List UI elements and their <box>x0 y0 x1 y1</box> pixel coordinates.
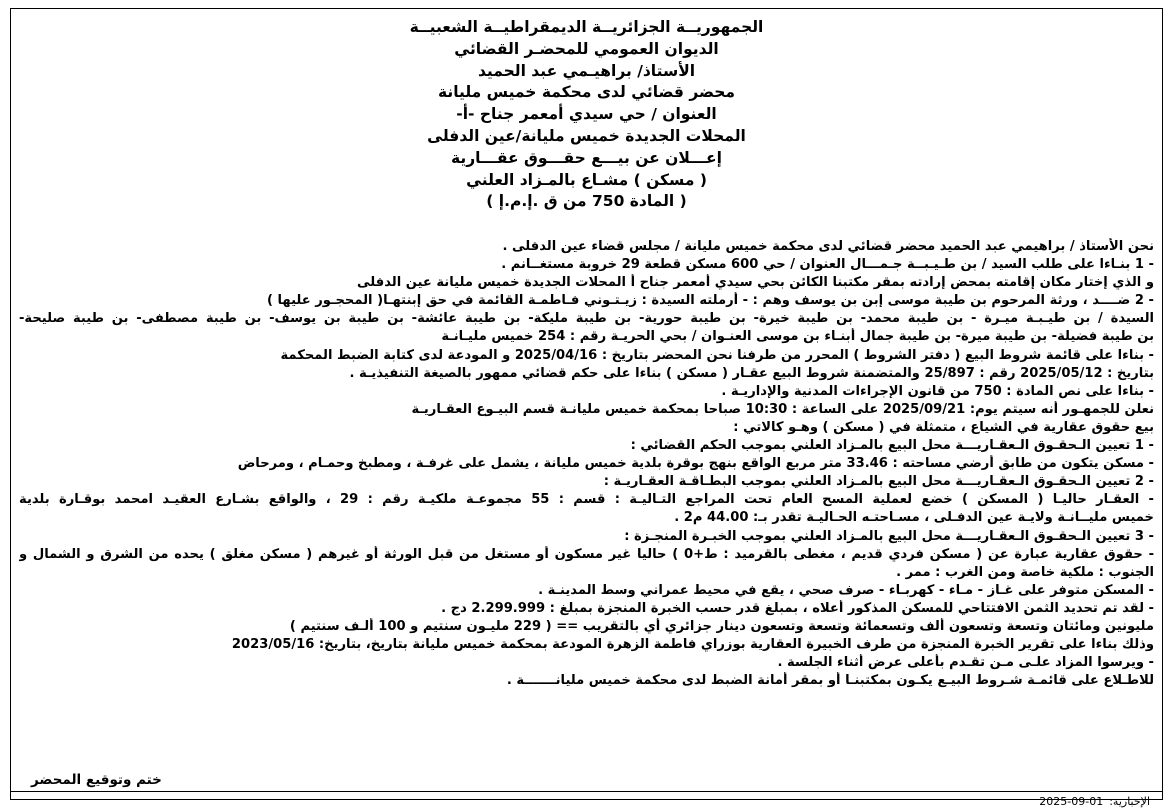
announcement-subtitle: ( مسكن ) مشـاع بالمـزاد العلني <box>466 170 707 189</box>
signature-label: ختم وتوقيع المحضر <box>31 772 162 788</box>
publication-name: الإخبارية: <box>1109 795 1150 808</box>
header-bailiff-court: محضر قضائي لدى محكمة خميس مليانة <box>437 83 736 102</box>
body-line: الجنوب : ملكية خاصة ومن الغرب : ممر . <box>896 564 1154 580</box>
announcement-frame <box>10 8 1163 808</box>
legal-article: ( المادة 750 من ق .إ.م.إ ) <box>486 192 687 211</box>
body-line: السيدة / بن طيـبـة ميـرة - بن طيبة محمد- بن طيبة خيرة- بن طيبة حورية- بن طيبة مليكة- بن طيبة عائشة- بن طيبة بن يوسف- بن طيبة مصطفى- بن طيبة صليحة- <box>19 311 1154 327</box>
body-line: - بناءا على قائمة شروط البيع ( دفتر الشروط ) المحرر من طرفنا نحن المحضر بتاريخ : 2025/04/16 و المودعة لدى كتابة الضبط المحكمة <box>280 347 1154 363</box>
body-line: - 2 ضــــد ، ورثة المرحوم بن طيبة موسى إبن بن يوسف وهم : - أرملته السيدة : زيـتـوني فـاطمـة القائمة في حق إبنتهـا( المحجـور عليها ) <box>266 293 1154 309</box>
announcement-title: إعـــلان عن بيـــع حقـــوق عقـــارية <box>451 148 722 167</box>
body-line: خميس مليــانـة ولايـة عين الدفـلى ، مسـاحتـه الحـاليـة تقدر بـ: 44.00 م2 . <box>674 510 1154 526</box>
body-line: و الذي إختار مكان إقامته بمحض إرادته بمقر مكتبنا الكائن بحي سيدي أمعمر جناح أ المحلات الجديدة خميس مليانة عين الدفلى <box>357 275 1154 291</box>
header-bailiff-name: الأستاذ/ براهيـمي عبد الحميد <box>477 61 696 80</box>
body-line: نعلن للجمهـور أنه سيتم يوم: 2025/09/21 على الساعة : 10:30 صباحا بمحكمة خميس مليانـة قسم البيـوع العقـاريـة <box>411 401 1154 417</box>
body-line: مليونين ومائتان وتسعة وتسعون ألف وتسعمائة وتسعة وتسعون دينار جزائري أي بالتقريب == ( 229 مليـون سنتيم و 100 ألـف سنتيم ) <box>289 618 1154 634</box>
body-line: - 1 تعيين الـحقـوق الـعقـاريـــة محل البيع بالمـزاد العلني بموجب الحكم القضائي : <box>630 438 1154 454</box>
body-line: - 3 تعيين الـحقـوق الـعقـاريـــة محل البيع بالمـزاد العلني بموجب الخبـرة المنجـزة : <box>624 528 1154 544</box>
body-line: - لقد تم تحديد الثمن الافتتاحي للمسكن المذكور أعلاه ، بمبلغ قدر حسب الخبرة المنجزة بمبلغ : 2.299.999 دج . <box>441 600 1154 616</box>
publication-date: 2025-09-01 <box>1039 795 1104 808</box>
announcement-header <box>11 17 1162 213</box>
body-line: بيع حقوق عقارية في الشياع ، متمثلة في ( مسكن ) وهـو كالاتي : <box>733 419 1154 435</box>
body-line: للاطـلاع على قائمـة شـروط البيـع يكـون بمكتبنـا أو بمقر أمانة الضبط لدى محكمة خميس مليانـــــــة . <box>506 673 1154 689</box>
body-line: - مسكن يتكون من طابق أرضي مساحته : 33.46 متر مربع الواقع بنهج بوقرة بلدية خميس مليانة ، يشمل على غرفـة ، ومطبخ وحمـام ، ومرحاض <box>237 456 1154 472</box>
body-line: بتاريخ : 2025/05/12 رقم : 25/897 والمتضمنة شروط البيع عقـار ( مسكن ) بناءا على حكم قضائي ممهور بالصيغة التنفيذيـة . <box>349 365 1154 381</box>
publication-footer <box>1039 795 1150 808</box>
body-line: - حقوق عقارية عبارة عن ( مسكن فردي قديم ، مغطى بالقرميد : ط+0 ) حاليا غير مسكون أو مستغل من قبل الورثة أو غيرهم ( مسكن مغلق ) يحده من الشرق و الشمال و <box>19 546 1154 562</box>
body-line: - المسكن متوفر على غـاز - مـاء - كهربـاء - صرف صحي ، يقع في محيط عمراني وسط المدينـة . <box>538 582 1154 598</box>
body-line: - 1 بنـاءا على طلب السيد / بن طـيـبــة جـمـــال العنوان / حي 600 مسكن قطعة 29 خروبة مستغــانم . <box>501 257 1154 273</box>
body-line: - 2 تعيين الـحقـوق الـعقـاريـــة محل البيع بالمـزاد العلني بموجب البطـاقـة العقـاريـة : <box>603 474 1154 490</box>
footer-divider <box>11 791 1162 792</box>
header-address: العنوان / حي سيدي أمعمر جناح -أ- <box>456 105 717 124</box>
body-line: بن طيبة فضيلة- بن طيبة ميرة- بن طيبة جمال أبنـاء بن موسى العنـوان / بحي الحريـة رقم : 254 خميس مليـانـة <box>441 329 1154 345</box>
header-republic: الجمهوريــة الجزائريــة الديمقراطيــة الشعبيــة <box>409 18 764 36</box>
body-line: - العقـار حاليـا ( المسكن ) خضع لعملية المسح العام تحت المراجع التـاليـة : قسم : 55 مجموعـة ملكيـة رقم : 29 ، والواقع بشـارع العقيـد امحمد بوقـارة بلدية <box>19 492 1154 508</box>
header-office: الديوان العمومي للمحضـر القضائي <box>454 39 719 58</box>
body-line: وذلك بناءا على تقرير الخبرة المنجزة من طرف الخبيرة العقارية بوزراي فاطمة الزهرة المودعة بمحكمة خميس مليانة بتاريخ، بتاريخ: 2023/05/16 <box>231 637 1154 653</box>
body-line: - بناءا على نص المادة : 750 من قانون الإجراءات المدنية والإداريـة . <box>721 383 1154 399</box>
header-locality: المحلات الجديدة خميس مليانة/عين الدفلى <box>427 126 746 145</box>
announcement-body <box>19 238 1154 690</box>
body-line: - ويرسوا المزاد علـى مـن تقـدم بأعلى عرض أثناء الجلسة . <box>777 655 1154 671</box>
body-line: نحن الأستاذ / براهيمي عبد الحميد محضر قضائي لدى محكمة خميس مليانة / مجلس قضاء عين الدفلى . <box>502 239 1154 254</box>
